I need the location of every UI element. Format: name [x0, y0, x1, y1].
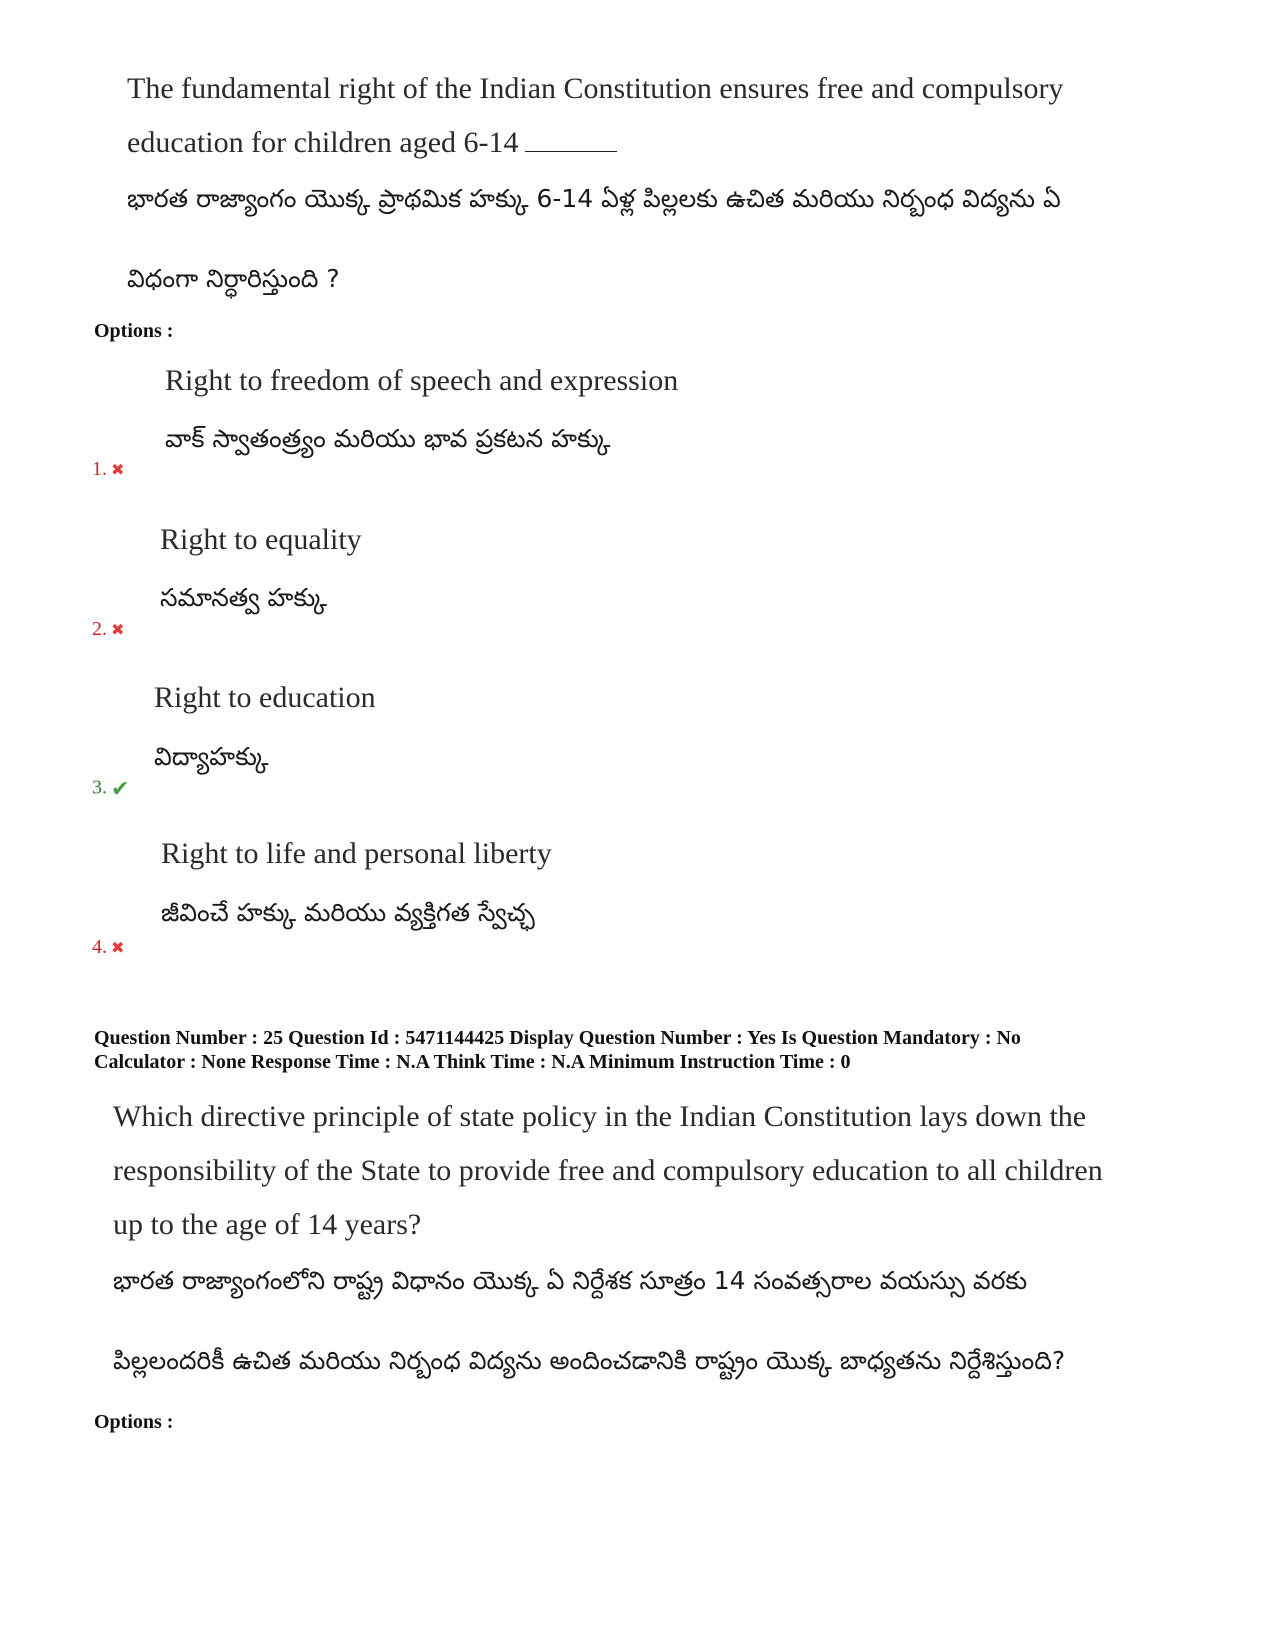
option-3-text-en: Right to education: [154, 681, 376, 714]
q25-text-te-line2: పిల్లలందరికీ ఉచిత మరియు నిర్బంధ విద్యను అందించడానికి రాష్ట్రం యొక్క బాధ్యతను నిర్దేశిస్తుంది?: [113, 1346, 1066, 1375]
q25-options-label: Options :: [94, 1411, 174, 1433]
q24-text-te-line1: భారత రాజ్యాంగం యొక్క ప్రాథమిక హక్కు 6-14 ఏళ్ల పిల్లలకు ఉచిత మరియు నిర్బంధ విద్యను ఏ: [127, 184, 1061, 213]
option-2-number-label: 2.: [92, 618, 107, 640]
q24-text-en-line1: The fundamental right of the Indian Constitution ensures free and compulsory: [127, 72, 1064, 105]
q24-text-te-line2: విధంగా నిర్ధారిస్తుంది ?: [127, 264, 340, 293]
option-1-text-en: Right to freedom of speech and expression: [165, 364, 679, 397]
q24-text-en-line2-content: education for children aged 6-14: [127, 126, 519, 159]
option-4-text-en: Right to life and personal liberty: [161, 837, 552, 870]
q24-text-en-line2: [127, 116, 617, 170]
q25-meta-line1: Question Number : 25 Question Id : 5471144425 Display Question Number : Yes Is Question Mandatory : No: [94, 1027, 1021, 1049]
option-4-number-label: 4.: [92, 936, 107, 958]
option-3-number: [92, 776, 129, 802]
answer-blank: [525, 129, 617, 152]
option-3-number-label: 3.: [92, 776, 107, 799]
q25-text-en-line2: responsibility of the State to provide free and compulsory education to all children: [113, 1154, 1103, 1187]
option-4-text-te: జీవించే హక్కు మరియు వ్యక్తిగత స్వేచ్ఛ: [161, 898, 535, 927]
q25-meta-line2: Calculator : None Response Time : N.A Think Time : N.A Minimum Instruction Time : 0: [94, 1051, 851, 1073]
wrong-mark-icon: ✖: [111, 940, 125, 958]
option-4-number: [92, 936, 124, 959]
option-2-number: [92, 618, 124, 641]
q25-text-en-line3: up to the age of 14 years?: [113, 1208, 422, 1241]
correct-check-icon: ✔: [111, 776, 130, 801]
option-2-text-en: Right to equality: [160, 523, 362, 556]
q24-options-label: Options :: [94, 320, 174, 342]
option-1-number: [92, 458, 124, 481]
q25-text-en-line1: Which directive principle of state policy in the Indian Constitution lays down the: [113, 1100, 1087, 1133]
option-2-text-te: సమానత్వ హక్కు: [160, 583, 327, 612]
q25-text-te-line1: భారత రాజ్యాంగంలోని రాష్ట్ర విధానం యొక్క ఏ నిర్దేశక సూత్రం 14 సంవత్సరాల వయస్సు వరకు: [113, 1266, 1028, 1295]
wrong-mark-icon: ✖: [111, 462, 125, 480]
option-1-number-label: 1.: [92, 458, 107, 480]
option-3-text-te: విద్యాహక్కు: [154, 742, 269, 771]
wrong-mark-icon: ✖: [111, 622, 125, 640]
option-1-text-te: వాక్ స్వాతంత్ర్యం మరియు భావ ప్రకటన హక్కు: [165, 424, 611, 453]
